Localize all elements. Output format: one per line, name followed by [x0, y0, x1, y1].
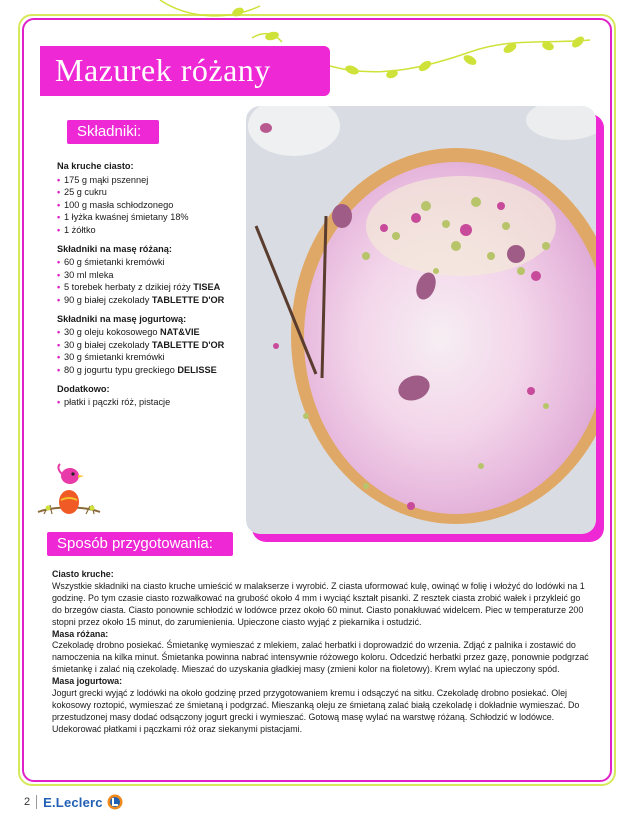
ingredient-item: • 30 g śmietanki kremówki	[57, 351, 247, 364]
method-step-text: Jogurt grecki wyjąć z lodówki na około godzinę przed przygotowaniem kremu i odsączyć na sitku. Czekoladę drobno posiekać. Olej kokosowy roztopić, wymieszać ze śmietaną i podgrzać. Mieszanką oleju ze śmietaną zalać białą czekoladę i dokładnie wymieszać. Do przestudzonej masy dodać odsączony jogurt grecki i wymieszać. Gotową masę wylać na warstwę różaną. Schłodzić w lodówce. Udekorować płatkami i pączkami róż oraz siekanymi pistacjami.	[52, 688, 580, 734]
ingredient-brand: NAT&VIE	[160, 327, 200, 338]
method-step-heading: Ciasto kruche:	[52, 569, 114, 579]
ingredient-group-rose-cream	[57, 243, 247, 307]
ingredient-item: • płatki i pączki róż, pistacje	[57, 396, 247, 409]
ingredient-group-heading: Składniki na masę jogurtową:	[57, 313, 187, 324]
ingredient-brand: TABLETTE D'OR	[151, 294, 225, 305]
ingredient-item: • 175 g mąki pszennej	[57, 174, 247, 187]
ingredient-brand: TISEA	[193, 282, 221, 293]
ingredient-item: • 100 g masła schłodzonego	[57, 199, 247, 212]
method-step-text: Wszystkie składniki na ciasto kruche umieścić w malakserze i wyrobić. Z ciasta uformować kulę, owinąć w folię i włożyć do lodówki na 1 godzinę. Po tym czasie ciasto rozwałkować na grubość około 4 mm i wyciąć kształt pisanki. Z resztek ciasta zrobić wałek i przykleić go do brzegów ciasta. Ciasto ponownie schłodzić w lodówce przez około 60 minut. Ciasto ponakłuwać widelcem. Piec w temperaturze 200 stopni przez około 15 minut, do zarumienienia. Upieczone ciasto wyjąć z piekarnika i ostudzić.	[52, 580, 585, 627]
method-step-text: Czekoladę drobno posiekać. Śmietankę wymieszać z mlekiem, zalać herbatki i doprowadzić do wrzenia. Zdjąć z palnika i zostawić do namoczenia na kilka minut. Śmietanka powinna nabrać intensywnie różowego koloru. Odcedzić herbatki przez gazę, ponownie podgrzać śmietankę i zalać nią czekoladę. Mieszać do uzyskania gładkiej masy (zmieni kolor na fioletowy). Krem wylać na upieczony spód.	[52, 640, 589, 675]
ingredient-group-yogurt-cream	[57, 313, 247, 377]
ingredient-item: • 60 g śmietanki kremówki	[57, 256, 247, 269]
method-step-heading: Masa różana:	[52, 628, 109, 639]
ingredient-item	[57, 364, 247, 377]
ingredient-item: • 30 ml mleka	[57, 269, 247, 282]
ingredients-list	[57, 160, 247, 415]
ingredient-group-heading: Składniki na masę różaną:	[57, 243, 172, 254]
leclerc-logo-icon	[107, 794, 123, 810]
page-footer	[24, 792, 123, 812]
bird-easter-egg-illustration	[34, 462, 104, 526]
ingredient-group-heading: Na kruche ciasto:	[57, 161, 134, 171]
ingredient-item: • 25 g cukru	[57, 186, 247, 199]
ingredient-item	[57, 281, 247, 294]
footer-divider	[36, 795, 37, 809]
method-heading: Sposób przygotowania:	[47, 532, 233, 556]
preparation-method	[52, 569, 590, 736]
ingredients-heading: Składniki:	[67, 120, 159, 144]
ingredient-item: • 1 łyżka kwaśnej śmietany 18%	[57, 211, 247, 224]
ingredient-text: 80 g jogurtu typu greckiego	[64, 364, 175, 375]
ingredient-brand: TABLETTE D'OR	[151, 339, 225, 350]
page-number: 2	[24, 796, 31, 808]
ingredient-group-extras	[57, 383, 247, 409]
ingredient-text: 30 g oleju kokosowego	[64, 327, 158, 338]
ingredient-item	[57, 326, 247, 339]
ingredient-group-heading: Dodatkowo:	[57, 383, 110, 394]
ingredient-item: • 1 żółtko	[57, 224, 247, 237]
ingredient-item	[57, 294, 247, 307]
method-step-heading: Masa jogurtowa:	[52, 676, 123, 687]
ingredient-text: 5 torebek herbaty z dzikiej róży	[64, 282, 191, 293]
recipe-title: Mazurek różany	[55, 52, 271, 88]
mazurek-cake-photo	[246, 106, 596, 534]
ingredient-group-dough	[57, 160, 247, 237]
leclerc-logo-text: E.Leclerc	[43, 794, 103, 810]
ingredient-text: 30 g białej czekolady	[64, 339, 150, 350]
ingredient-brand: DELISSE	[177, 364, 217, 375]
ingredient-text: 90 g białej czekolady	[64, 294, 150, 305]
ingredient-item	[57, 339, 247, 352]
